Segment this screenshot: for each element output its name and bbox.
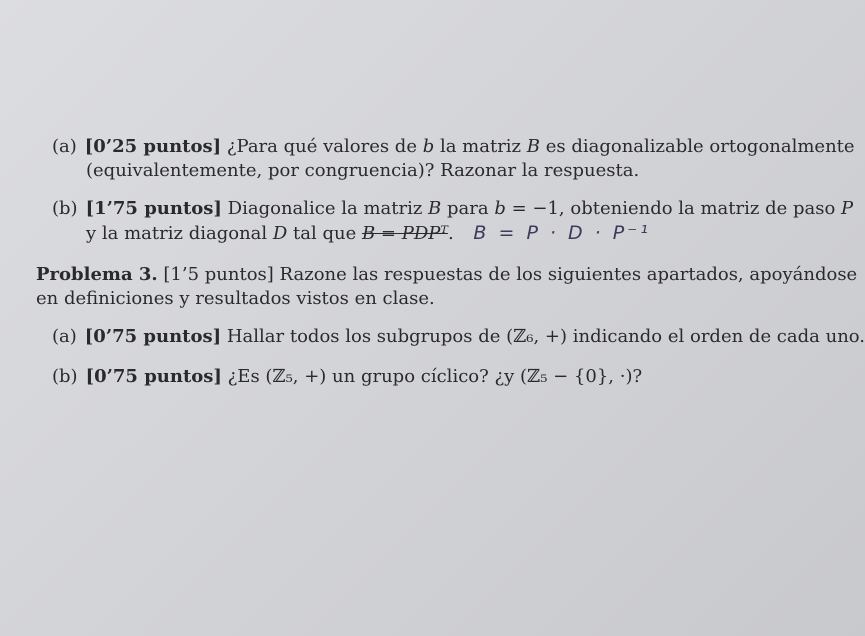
text: = −1, obteniendo la matriz de paso [505,198,842,219]
text: es diagonalizable ortogonalmente [540,136,855,157]
item-a1-line1 [52,136,855,158]
points: [0’25 puntos] [84,136,222,157]
text: y la matriz diagonal [86,223,273,244]
var-B: B [428,198,442,219]
item-label: (b) [52,198,78,219]
problem3-line2: en definiciones y resultados vistos en clase. [36,288,435,309]
text: [1’5 puntos] Razone las respuestas de los siguientes apartados, apoyándose [157,264,858,285]
handwritten-note: B = P · D · P⁻¹ [473,222,651,244]
var-P: P [841,198,854,219]
var-D: D [272,223,288,244]
item-b1-line1 [52,198,853,220]
item-a3-line [52,326,865,348]
var-b: b [422,136,435,157]
text: Diagonalice la matriz [221,198,429,219]
points: [0’75 puntos] [85,366,222,387]
var-b: b [494,198,506,219]
var-B: B [526,136,540,157]
item-b1-line2 [86,222,651,245]
points: [1’75 puntos] [85,198,222,219]
text: Hallar todos los subgrupos de (ℤ₆, +) indicando el orden de cada uno. [221,326,865,347]
struck-formula: B = PDPᵀ [361,223,448,244]
item-a1-line2: (equivalentemente, por congruencia)? Razonar la respuesta. [86,160,640,181]
item-b3-line [52,366,642,388]
text: . [447,223,454,244]
points: [0’75 puntos] [84,326,222,347]
problem3-line1 [36,264,857,286]
problem-title: Problema 3. [36,264,158,285]
text: tal que [287,223,362,244]
text: ¿Es (ℤ₅, +) un grupo cíclico? ¿y (ℤ₅ − {0}, ·)? [221,366,643,387]
item-label: (a) [52,326,77,347]
text: ¿Para qué valores de [221,136,423,157]
text: para [441,198,495,219]
text: la matriz [434,136,527,157]
item-label: (a) [52,136,77,157]
item-label: (b) [52,366,78,387]
